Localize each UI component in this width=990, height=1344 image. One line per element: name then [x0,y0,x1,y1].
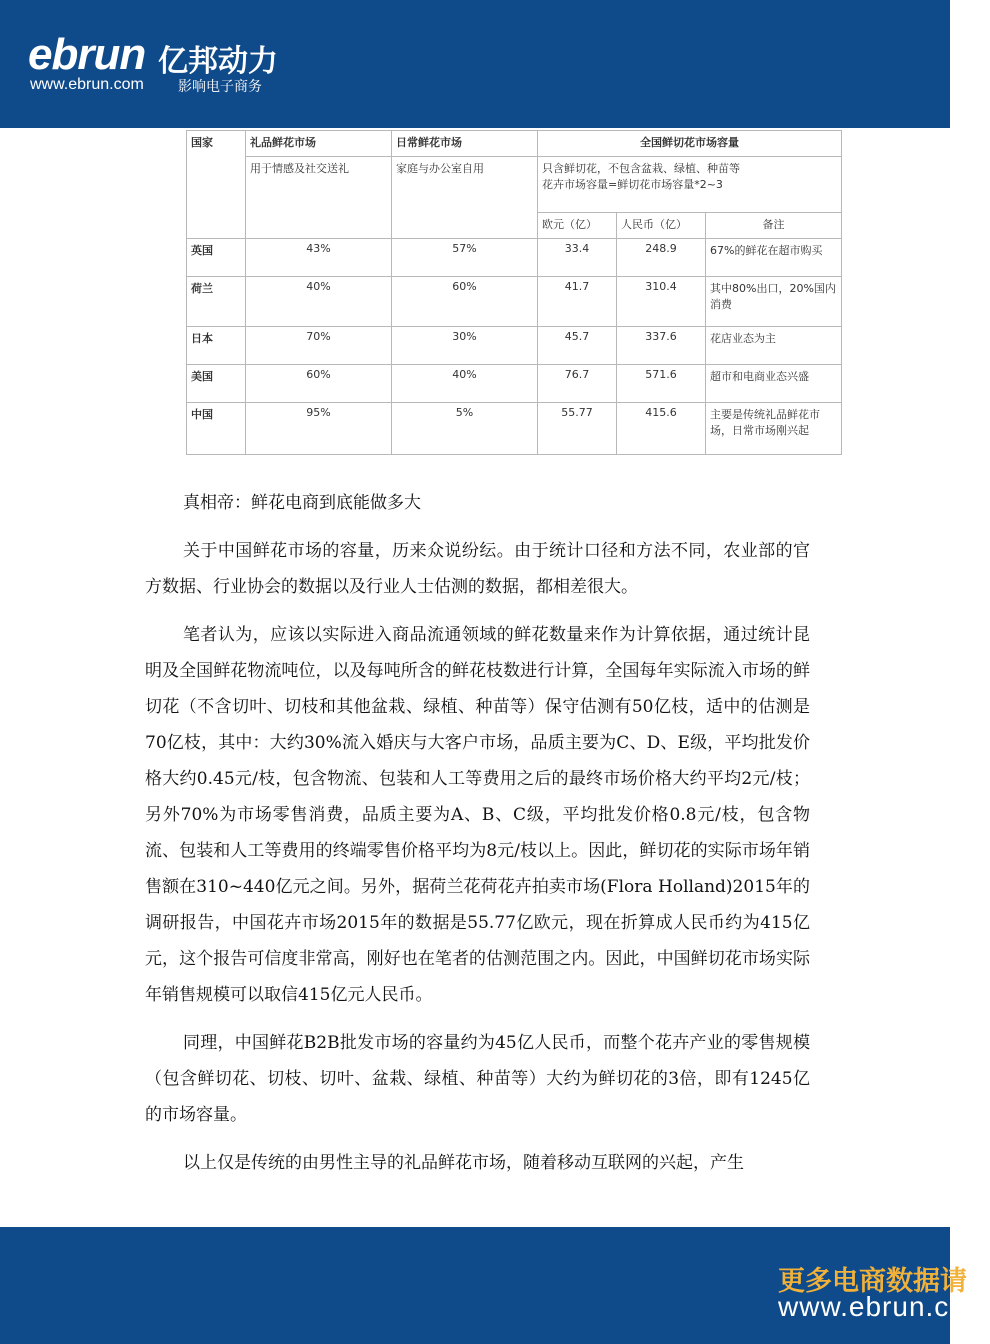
page-footer [0,1227,990,1344]
footer-url[interactable]: www.ebrun.com [778,1291,990,1322]
row-daily-share: 30% [392,327,538,365]
header-url[interactable]: www.ebrun.com [30,76,144,93]
row-note: 主要是传统礼品鲜花市场，日常市场刚兴起 [706,403,842,455]
header-total-capacity: 全国鲜切花市场容量 [538,131,842,157]
row-note: 其中80%出口，20%国内消费 [706,277,842,327]
row-country: 美国 [187,365,246,403]
daily-description: 家庭与办公室自用 [392,157,538,239]
header-country: 国家 [187,131,246,239]
row-eur: 41.7 [538,277,617,327]
table-row [187,277,842,327]
row-eur: 45.7 [538,327,617,365]
flower-market-table [186,130,842,455]
page-header [0,0,950,128]
row-daily-share: 5% [392,403,538,455]
row-gift-share: 60% [246,365,392,403]
table-row [187,365,842,403]
header-rmb: 人民币（亿） [617,213,706,239]
row-note: 超市和电商业态兴盛 [706,365,842,403]
row-gift-share: 95% [246,403,392,455]
row-country: 荷兰 [187,277,246,327]
article-body [145,485,810,1193]
row-daily-share: 40% [392,365,538,403]
paragraph: 同理，中国鲜花B2B批发市场的容量约为45亿人民币，而整个花卉产业的零售规模（包含鲜切花、切枝、切叶、盆栽、绿植、种苗等）大约为鲜切花的3倍，即有1245亿的市场容量。 [145,1033,810,1125]
paragraph: 笔者认为，应该以实际进入商品流通领域的鲜花数量来作为计算依据，通过统计昆明及全国鲜花物流吨位，以及每吨所含的鲜花枝数进行计算，全国每年实际流入市场的鲜切花（不含切叶、切枝和其他盆栽、绿植、种苗等）保守估测有50亿枝，适中的估测是70亿枝，其中：大约30%流入婚庆与大客户市场，品质主要为C、D、E级，平均批发价格大约0.45元/枝，包含物流、包装和人工等费用之后的最终市场价格大约平均2元/枝；另外70%为市场零售消费，品质主要为A、B、C级，平均批发价格0.8元/枝，包含物流、包装和人工等费用的终端零售价格平均为8元/枝以上。因此，鲜切花的实际市场年销售额在310~440亿元之间。另外，据荷兰花荷花卉拍卖市场(Flora Holland)2015年的调研报告，中国花卉市场2015年的数据是55.77亿欧元，现在折算成人民币约为415亿元，这个报告可信度非常高，刚好也在笔者的估测范围之内。因此，中国鲜切花市场实际年销售规模可以取信415亿元人民币。 [145,625,810,1005]
row-gift-share: 43% [246,239,392,277]
footer-slogan: 更多电商数据请 [778,1266,967,1297]
row-daily-share: 57% [392,239,538,277]
row-eur: 33.4 [538,239,617,277]
row-note: 67%的鲜花在超市购买 [706,239,842,277]
gift-description: 用于情感及社交送礼 [246,157,392,239]
logo-chinese: 亿邦动力 [158,44,278,79]
row-daily-share: 60% [392,277,538,327]
row-eur: 55.77 [538,403,617,455]
row-country: 中国 [187,403,246,455]
header-gift-market: 礼品鲜花市场 [246,131,392,157]
table-row [187,327,842,365]
row-gift-share: 70% [246,327,392,365]
article-heading: 真相帝：鲜花电商到底能做多大 [183,493,421,513]
header-tagline: 影响电子商务 [178,79,262,95]
row-rmb: 310.4 [617,277,706,327]
total-description-line2: 花卉市场容量=鲜切花市场容量*2~3 [542,178,723,191]
paragraph: 关于中国鲜花市场的容量，历来众说纷纭。由于统计口径和方法不同，农业部的官方数据、行业协会的数据以及行业人士估测的数据，都相差很大。 [145,541,810,597]
row-gift-share: 40% [246,277,392,327]
row-country: 英国 [187,239,246,277]
table-row [187,403,842,455]
total-description-line1: 只含鲜切花，不包含盆栽、绿植、种苗等 [542,162,740,175]
total-description [538,157,842,213]
header-eur: 欧元（亿） [538,213,617,239]
header-note: 备注 [706,213,842,239]
row-eur: 76.7 [538,365,617,403]
row-rmb: 337.6 [617,327,706,365]
table-row [187,239,842,277]
row-note: 花店业态为主 [706,327,842,365]
row-rmb: 415.6 [617,403,706,455]
paragraph: 以上仅是传统的由男性主导的礼品鲜花市场，随着移动互联网的兴起，产生 [183,1153,744,1173]
ebrun-logo[interactable]: ebrun [28,30,146,79]
row-rmb: 248.9 [617,239,706,277]
header-daily-market: 日常鲜花市场 [392,131,538,157]
row-country: 日本 [187,327,246,365]
row-rmb: 571.6 [617,365,706,403]
